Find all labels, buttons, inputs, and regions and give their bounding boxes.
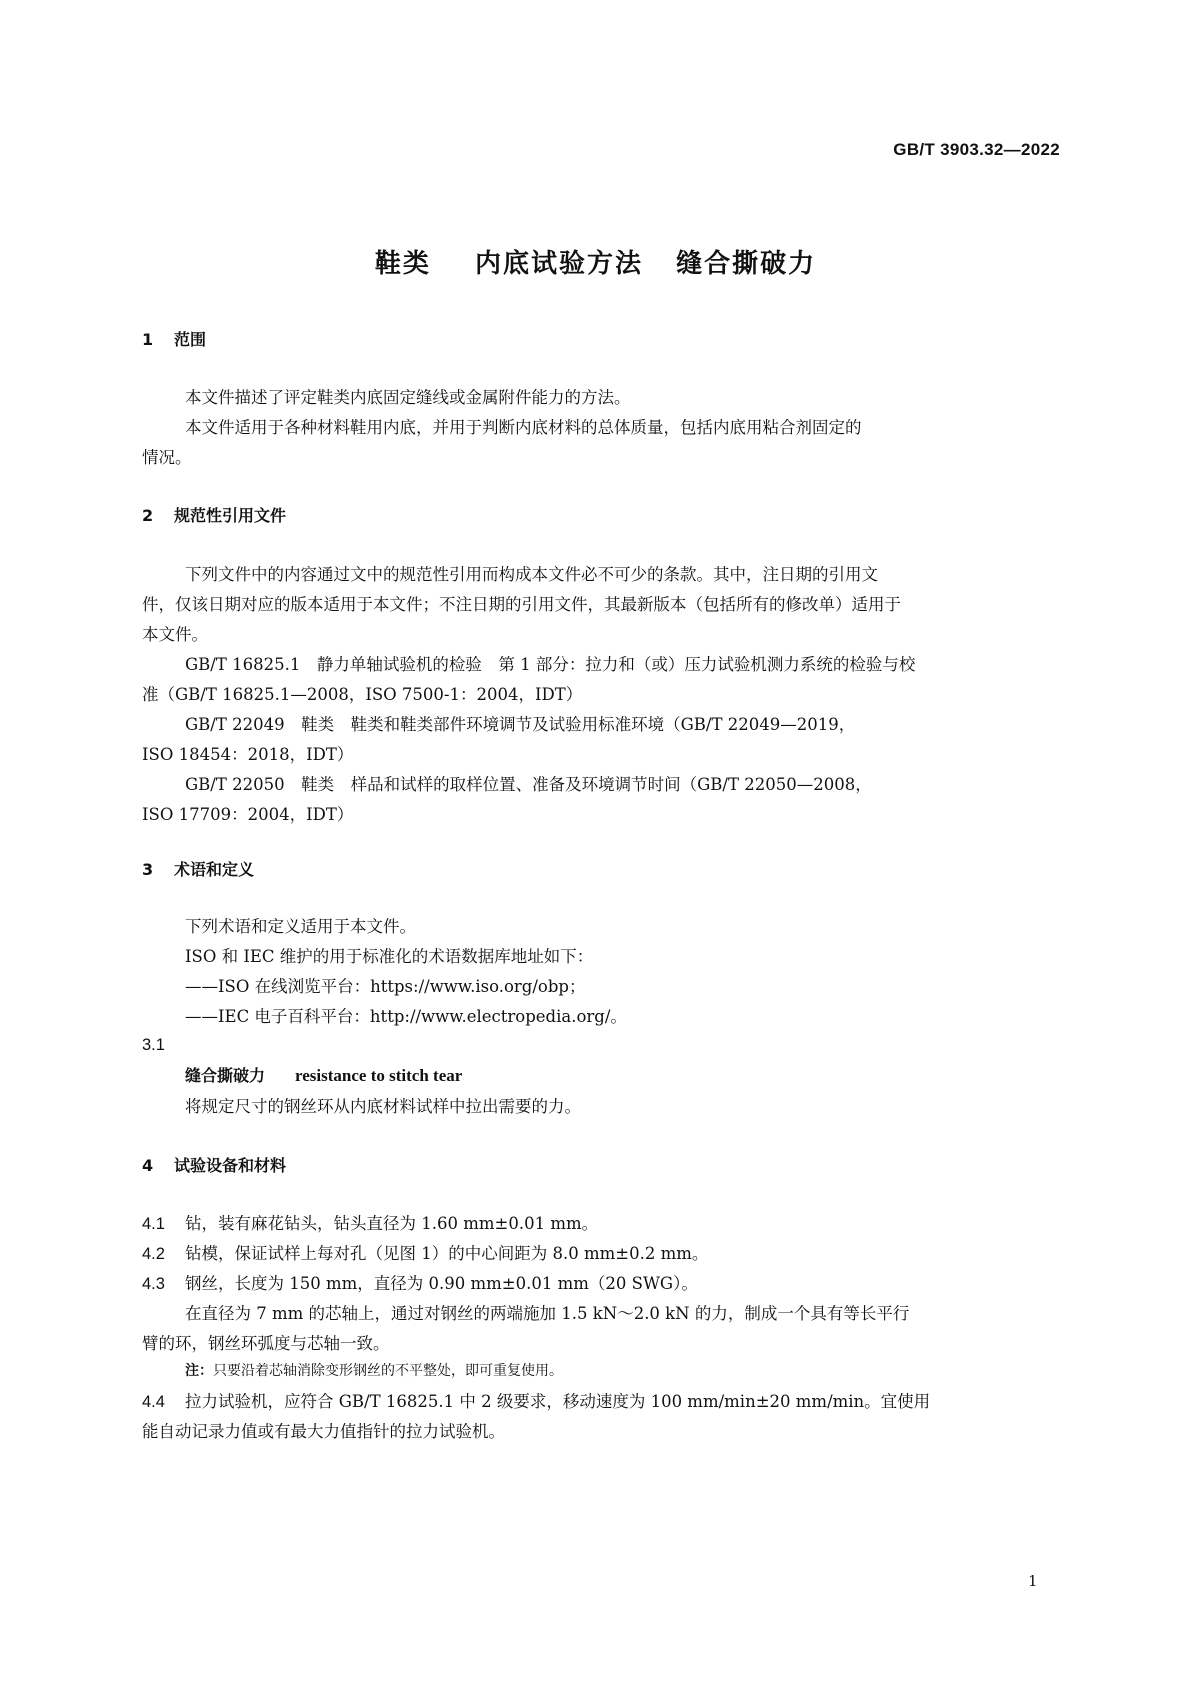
paragraph-line: 情况。 <box>142 448 192 467</box>
item-4-4 <box>142 1388 930 1412</box>
section-number: 1 <box>142 330 154 349</box>
note-text: 只要沿着芯轴消除变形钢丝的不平整处，即可重复使用。 <box>213 1363 563 1379</box>
item-4-3 <box>142 1270 698 1294</box>
paragraph-line: 本文件。 <box>142 625 208 644</box>
paragraph-line: 本文件适用于各种材料鞋用内底，并用于判断内底材料的总体质量，包括内底用粘合剂固定的 <box>185 418 862 437</box>
paragraph-line: 件，仅该日期对应的版本适用于本文件；不注日期的引用文件，其最新版本（包括所有的修改单）适用于 <box>142 595 901 614</box>
paragraph-line: 臂的环，钢丝环弧度与芯轴一致。 <box>142 1334 390 1353</box>
item-4-1 <box>142 1210 598 1234</box>
page-number: 1 <box>1028 1572 1038 1590</box>
reference-line: GB/T 22049 鞋类 鞋类和鞋类部件环境调节及试验用标准环境（GB/T 22049—2019， <box>185 715 856 734</box>
item-text: 钻，装有麻花钻头，钻头直径为 1.60 mm±0.01 mm。 <box>185 1214 599 1233</box>
paragraph-line: 能自动记录力值或有最大力值指针的拉力试验机。 <box>142 1422 505 1441</box>
term-entry <box>185 1063 462 1086</box>
section-number: 3 <box>142 860 154 879</box>
item-text: 钻模，保证试样上每对孔（见图 1）的中心间距为 8.0 mm±0.2 mm。 <box>185 1244 709 1263</box>
item-text: 拉力试验机，应符合 GB/T 16825.1 中 2 级要求，移动速度为 100 mm/min±20 mm/min。宜使用 <box>185 1392 931 1411</box>
document-title: 鞋类 内底试验方法 缝合撕破力 <box>374 249 817 279</box>
reference-line: ISO 17709：2004，IDT） <box>142 805 354 824</box>
item-4-2 <box>142 1240 708 1264</box>
item-text: 钢丝，长度为 150 mm，直径为 0.90 mm±0.01 mm（20 SWG）。 <box>185 1274 698 1293</box>
paragraph: 本文件描述了评定鞋类内底固定缝线或金属附件能力的方法。 <box>185 388 631 407</box>
list-item: ——IEC 电子百科平台：http://www.electropedia.org/。 <box>185 1007 627 1026</box>
section-4-heading <box>142 1153 286 1176</box>
reference-line: GB/T 16825.1 静力单轴试验机的检验 第 1 部分：拉力和（或）压力试验机测力系统的检验与校 <box>185 655 916 674</box>
section-title: 规范性引用文件 <box>174 506 287 525</box>
paragraph-line: 下列文件中的内容通过文中的规范性引用而构成本文件必不可少的条款。其中，注日期的引用文 <box>185 565 878 584</box>
reference-line: GB/T 22050 鞋类 样品和试样的取样位置、准备及环境调节时间（GB/T 22050—2008， <box>185 775 872 794</box>
term-english: resistance to stitch tear <box>295 1066 463 1085</box>
standard-number: GB/T 3903.32—2022 <box>893 140 1060 159</box>
term-number <box>142 1035 185 1055</box>
section-title: 试验设备和材料 <box>174 1156 287 1175</box>
paragraph: ISO 和 IEC 维护的用于标准化的术语数据库地址如下： <box>185 947 594 966</box>
paragraph: 下列术语和定义适用于本文件。 <box>185 917 416 936</box>
paragraph-line: 在直径为 7 mm 的芯轴上，通过对钢丝的两端施加 1.5 kN～2.0 kN 的力，制成一个具有等长平行 <box>185 1304 910 1323</box>
item-number: 4.4 <box>142 1393 165 1411</box>
section-number: 4 <box>142 1156 154 1175</box>
note <box>185 1360 563 1380</box>
section-title: 范围 <box>174 330 207 349</box>
section-2-heading <box>142 503 286 526</box>
term-chinese: 缝合撕破力 <box>185 1066 266 1085</box>
note-label: 注： <box>185 1363 213 1379</box>
term-index: 3.1 <box>142 1036 165 1054</box>
reference-line: ISO 18454：2018，IDT） <box>142 745 354 764</box>
item-number: 4.2 <box>142 1245 165 1263</box>
section-title: 术语和定义 <box>174 860 255 879</box>
item-number: 4.1 <box>142 1215 165 1233</box>
reference-line: 准（GB/T 16825.1—2008，ISO 7500-1：2004，IDT） <box>142 685 583 704</box>
section-1-heading <box>142 327 206 350</box>
section-number: 2 <box>142 506 154 525</box>
list-item: ——ISO 在线浏览平台：https://www.iso.org/obp； <box>185 977 586 996</box>
term-definition: 将规定尺寸的钢丝环从内底材料试样中拉出需要的力。 <box>185 1097 581 1116</box>
item-number: 4.3 <box>142 1275 165 1293</box>
section-3-heading <box>142 857 254 880</box>
